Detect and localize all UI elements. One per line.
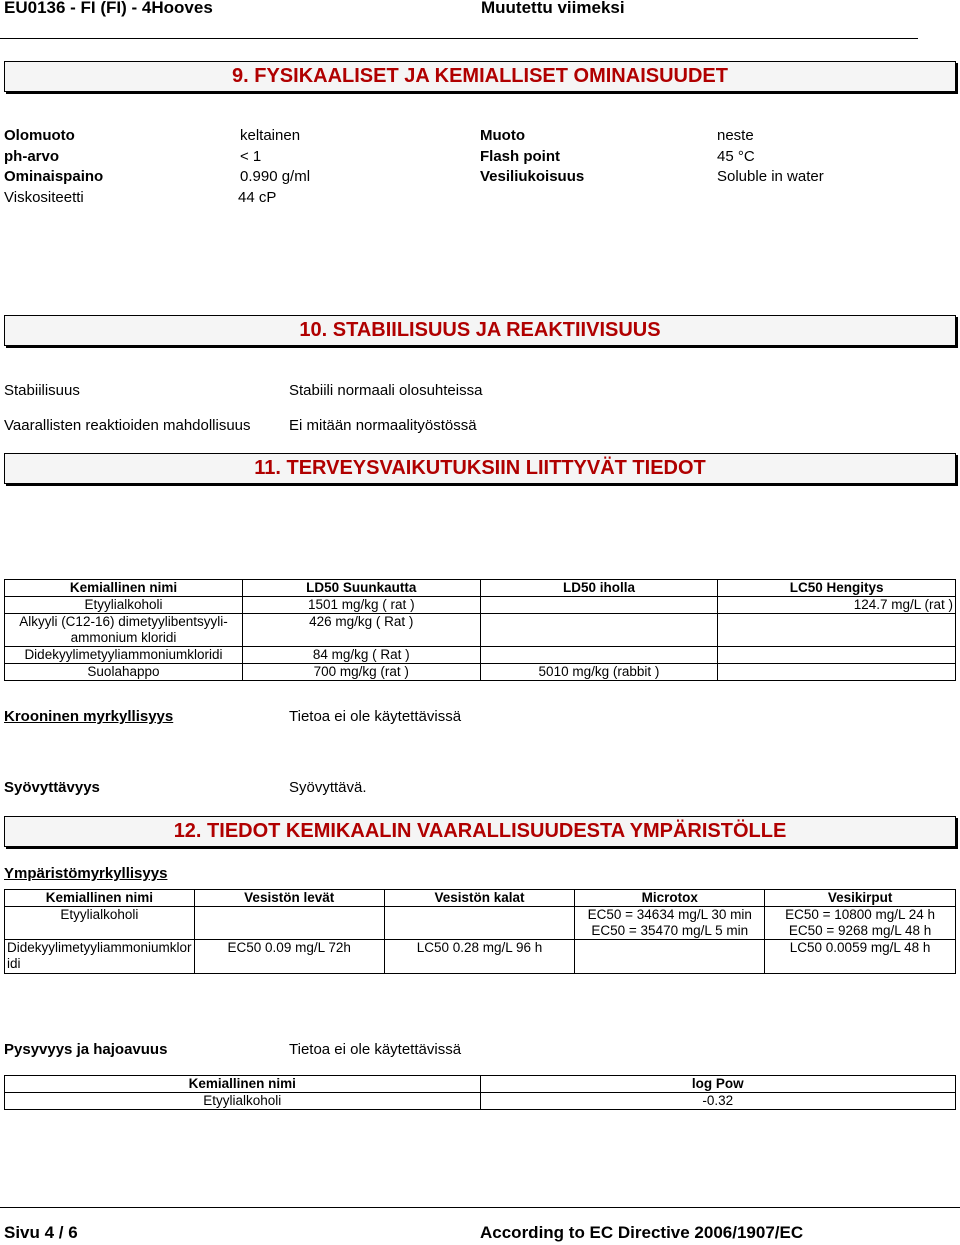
section-12-title: 12. TIEDOT KEMIKAALIN VAARALLISUUDESTA YMPÄRISTÖLLE	[173, 820, 787, 842]
persistence-value: Tietoa ei ole käytettävissä	[289, 1041, 462, 1058]
prop-value: < 1	[240, 148, 262, 165]
prop-label: Viskositeetti	[4, 189, 84, 206]
prop-value: Soluble in water	[717, 168, 824, 185]
table-header-row	[5, 890, 956, 907]
hazardous-reactions-label: Vaarallisten reaktioiden mahdollisuus	[4, 417, 251, 434]
prop-value: 45 °C	[717, 148, 755, 165]
hazardous-reactions-value: Ei mitään normaalityöstössä	[289, 417, 477, 434]
table-row	[5, 907, 956, 940]
section-10-title: 10. STABIILISUUS JA REAKTIIVISUUS	[299, 319, 661, 341]
column-header: Vesistön kalat	[384, 890, 575, 907]
table-cell: Didekyylimetyyliammoniumkloridi	[5, 647, 243, 664]
prop-label: Ominaispaino	[4, 168, 104, 185]
toxicity-table	[4, 579, 956, 681]
prop-label: Olomuoto	[4, 127, 75, 144]
log-pow-table	[4, 1075, 956, 1110]
persistence-label: Pysyvyys ja hajoavuus	[4, 1041, 168, 1058]
ecotoxicity-table	[4, 889, 956, 974]
table-row	[5, 647, 956, 664]
table-cell: 5010 mg/kg (rabbit )	[480, 664, 718, 681]
table-row	[5, 597, 956, 614]
column-header: LD50 Suunkautta	[242, 580, 480, 597]
table-header-row	[5, 1076, 956, 1093]
column-header: Microtox	[575, 890, 765, 907]
table-cell: Didekyylimetyyliammoniumkloridi	[5, 940, 195, 974]
table-cell: Etyylialkoholi	[5, 907, 195, 940]
table-cell	[480, 647, 718, 664]
prop-label: Vesiliukoisuus	[480, 168, 585, 185]
table-cell: 426 mg/kg ( Rat )	[242, 614, 480, 647]
table-cell: Etyylialkoholi	[5, 1093, 481, 1110]
prop-value: 44 cP	[238, 189, 277, 206]
stability-value: Stabiili normaali olosuhteissa	[289, 382, 483, 399]
page-number: Sivu 4 / 6	[4, 1223, 78, 1242]
stability-label: Stabiilisuus	[4, 382, 80, 399]
prop-value: neste	[717, 127, 754, 144]
table-cell	[194, 907, 384, 940]
table-row	[5, 940, 956, 974]
section-10-banner	[4, 315, 956, 346]
table-cell: EC50 = 34634 mg/L 30 min EC50 = 35470 mg/L 5 min	[575, 907, 765, 940]
table-cell: -0.32	[480, 1093, 955, 1110]
table-cell: 700 mg/kg (rat )	[242, 664, 480, 681]
ecotoxicity-label: Ympäristömyrkyllisyys	[4, 865, 168, 882]
section-11-title: 11. TERVEYSVAIKUTUKSIIN LIITTYVÄT TIEDOT	[254, 457, 706, 479]
table-cell	[384, 907, 575, 940]
column-header: Kemiallinen nimi	[5, 1076, 481, 1093]
table-cell: LC50 0.0059 mg/L 48 h	[765, 940, 956, 974]
section-9-title: 9. FYSIKAALISET JA KEMIALLISET OMINAISUUDET	[232, 65, 728, 87]
table-row	[5, 664, 956, 681]
column-header: Vesistön levät	[194, 890, 384, 907]
table-cell: LC50 0.28 mg/L 96 h	[384, 940, 575, 974]
table-cell	[718, 614, 956, 647]
prop-value: 0.990 g/ml	[240, 168, 311, 185]
table-cell: Alkyyli (C12-16) dimetyylibentsyyli-ammonium kloridi	[5, 614, 243, 647]
footer-rule	[0, 1207, 960, 1208]
prop-label: Muoto	[480, 127, 525, 144]
table-cell	[480, 614, 718, 647]
table-cell	[718, 664, 956, 681]
table-cell	[718, 647, 956, 664]
column-header: Kemiallinen nimi	[5, 580, 243, 597]
column-header: LD50 iholla	[480, 580, 718, 597]
section-11-banner	[4, 453, 956, 484]
table-cell: 1501 mg/kg ( rat )	[242, 597, 480, 614]
corrosivity-label: Syövyttävyys	[4, 779, 100, 796]
table-header-row	[5, 580, 956, 597]
prop-label: Flash point	[480, 148, 560, 165]
chronic-toxicity-value: Tietoa ei ole käytettävissä	[289, 708, 462, 725]
column-header: LC50 Hengitys	[718, 580, 956, 597]
prop-label: ph-arvo	[4, 148, 60, 165]
document-code: EU0136 - FI (FI) - 4Hooves	[4, 0, 213, 17]
header-rule	[0, 38, 918, 39]
corrosivity-value: Syövyttävä.	[289, 779, 367, 796]
table-cell: Suolahappo	[5, 664, 243, 681]
directive-note: According to EC Directive 2006/1907/EC	[480, 1223, 804, 1242]
last-modified-label: Muutettu viimeksi	[481, 0, 625, 17]
table-row	[5, 1093, 956, 1110]
table-row	[5, 614, 956, 647]
section-12-banner	[4, 816, 956, 847]
table-cell: 124.7 mg/L (rat )	[718, 597, 956, 614]
table-cell: EC50 0.09 mg/L 72h	[194, 940, 384, 974]
table-cell	[480, 597, 718, 614]
chronic-toxicity-label: Krooninen myrkyllisyys	[4, 708, 174, 725]
table-cell	[575, 940, 765, 974]
column-header: Kemiallinen nimi	[5, 890, 195, 907]
column-header: log Pow	[480, 1076, 955, 1093]
table-cell: EC50 = 10800 mg/L 24 h EC50 = 9268 mg/L 48 h	[765, 907, 956, 940]
prop-value: keltainen	[240, 127, 301, 144]
column-header: Vesikirput	[765, 890, 956, 907]
table-cell: 84 mg/kg ( Rat )	[242, 647, 480, 664]
section-9-banner	[4, 61, 956, 92]
table-cell: Etyylialkoholi	[5, 597, 243, 614]
